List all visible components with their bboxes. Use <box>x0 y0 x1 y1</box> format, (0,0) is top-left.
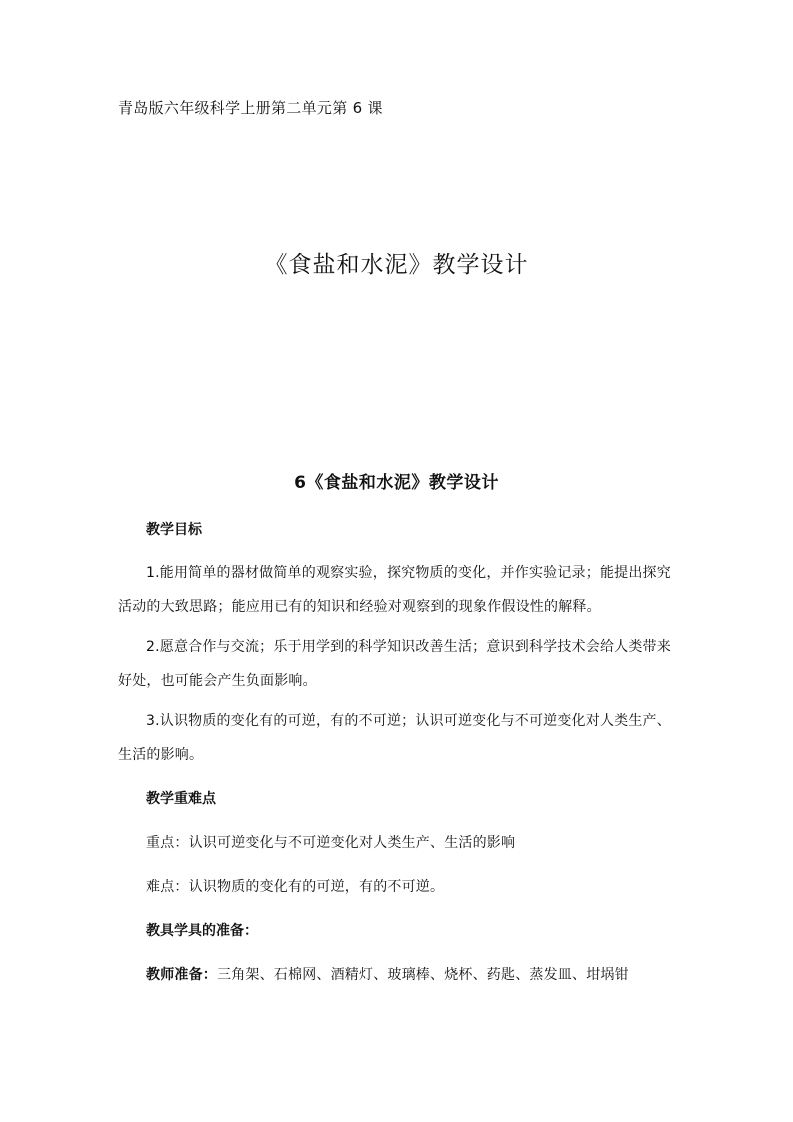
teacher-materials-line <box>146 965 629 985</box>
teacher-materials-label: 教师准备： <box>146 967 217 983</box>
key-points-heading: 教学重难点 <box>146 791 216 807</box>
lesson-subtitle: 青岛版六年级科学上册第二单元第 6 课 <box>118 99 383 117</box>
objective-item-2: 2.愿意合作与交流；乐于用学到的科学知识改善生活；意识到科学技术会给人类带来好处，也可能会产生负面影响。 <box>118 639 671 689</box>
materials-heading: 教具学具的准备： <box>146 923 258 939</box>
main-title: 《食盐和水泥》教学设计 <box>264 252 529 278</box>
difficulty-line: 难点：认识物质的变化有的可逆，有的不可逆。 <box>146 879 445 895</box>
focus-line: 重点：认识可逆变化与不可逆变化对人类生产、生活的影响 <box>146 835 516 851</box>
teacher-materials-items: 三角架、石棉网、酒精灯、玻璃棒、烧杯、药匙、蒸发皿、坩埚钳 <box>217 967 629 983</box>
objective-item-3: 3.认识物质的变化有的可逆，有的不可逆；认识可逆变化与不可逆变化对人类生产、生活的影响。 <box>118 713 671 763</box>
objectives-heading: 教学目标 <box>146 522 202 538</box>
objective-item-1: 1.能用简单的器材做简单的观察实验，探究物质的变化，并作实验记录；能提出探究活动的大致思路；能应用已有的知识和经验对观察到的现象作假设性的解释。 <box>118 565 671 615</box>
document-title: 6《食盐和水泥》教学设计 <box>294 473 499 493</box>
